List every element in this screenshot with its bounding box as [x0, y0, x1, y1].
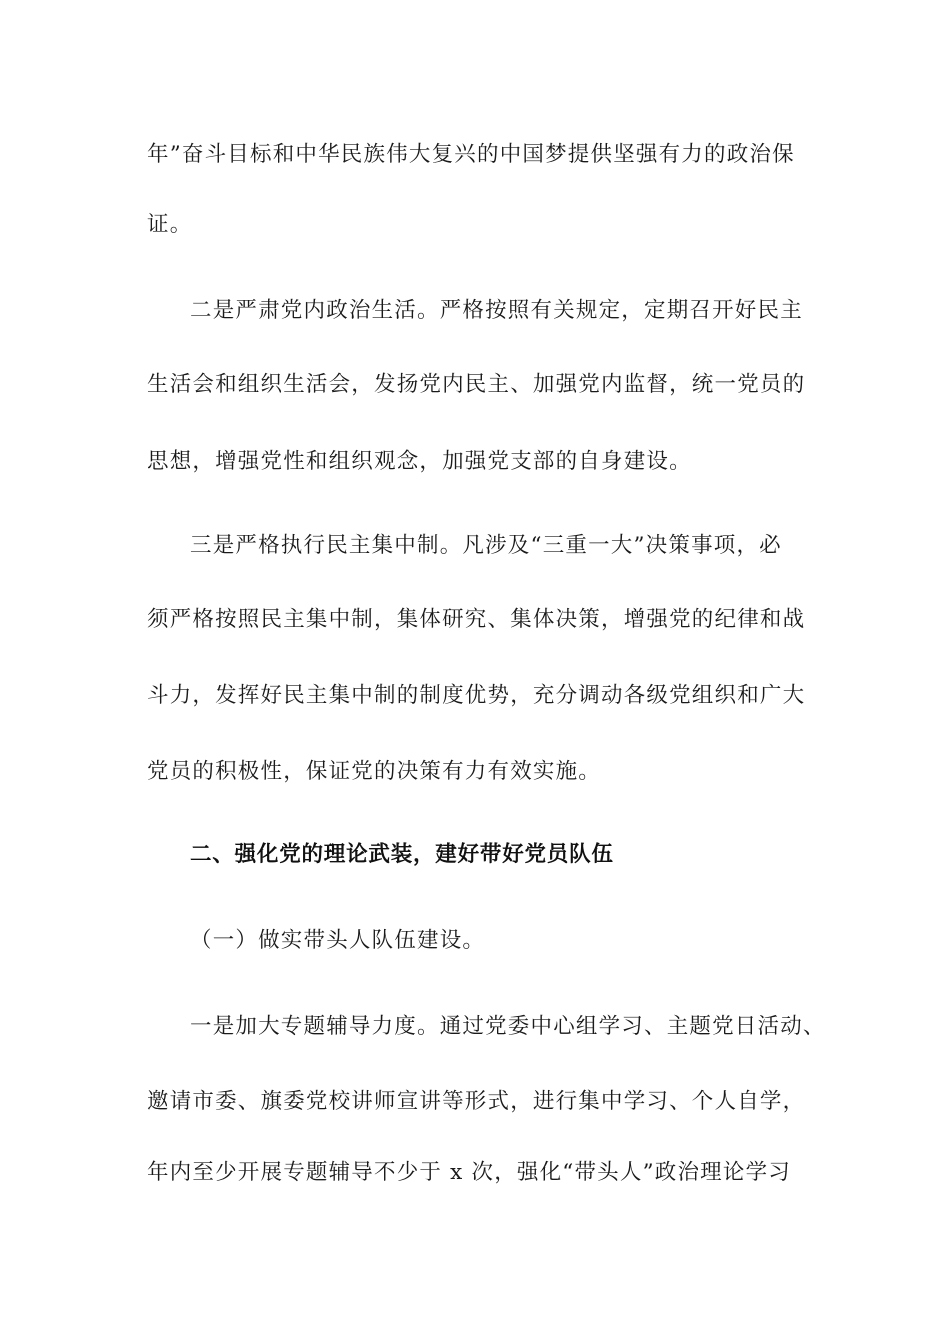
paragraph-line: 年”奋斗目标和中华民族伟大复兴的中国梦提供坚强有力的政治保: [147, 142, 795, 167]
paragraph-line: 斗力，发挥好民主集中制的制度优势，充分调动各级党组织和广大: [147, 683, 806, 708]
paragraph-line: 三是严格执行民主集中制。凡涉及“三重一大”决策事项，必: [190, 533, 782, 558]
section-heading: 二、强化党的理论武装，建好带好党员队伍: [190, 842, 614, 867]
paragraph-line: 证。: [147, 212, 193, 237]
paragraph-line: 一是加大专题辅导力度。通过党委中心组学习、主题党日活动、: [190, 1014, 826, 1039]
paragraph-line: 邀请市委、旗委党校讲师宣讲等形式，进行集中学习、个人自学，: [147, 1089, 806, 1114]
paragraph-line: 年内至少开展专题辅导不少于 x 次，强化“带头人”政治理论学习: [147, 1160, 791, 1185]
paragraph-line: 二是严肃党内政治生活。严格按照有关规定，定期召开好民主: [190, 298, 803, 323]
paragraph-line: 思想，增强党性和组织观念，加强党支部的自身建设。: [147, 449, 692, 474]
paragraph-line: 生活会和组织生活会，发扬党内民主、加强党内监督，统一党员的: [147, 372, 806, 397]
paragraph-line: 须严格按照民主集中制，集体研究、集体决策，增强党的纪律和战: [147, 607, 806, 632]
subsection-heading: （一）做实带头人队伍建设。: [190, 928, 486, 953]
paragraph-line: 党员的积极性，保证党的决策有力有效实施。: [147, 759, 602, 784]
